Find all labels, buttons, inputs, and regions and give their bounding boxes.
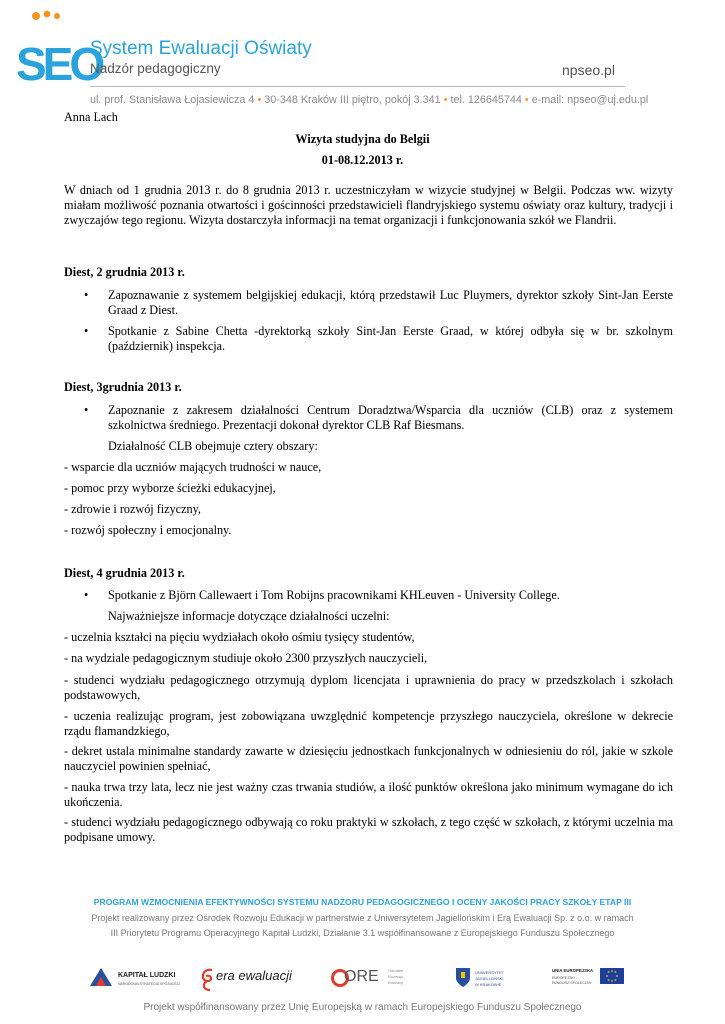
era-ewaluacji-logo — [198, 962, 298, 996]
day3-line: - uczenia realizując program, jest zobowiązana uwzględnić kompetencje przyszłego nauczyciela, określone w dekrecie rządu flamandzkiego, — [64, 709, 673, 738]
day3-line: - studenci wydziału pedagogicznego odbywają co roku praktyki w szkołach, z tego część w szkołach, z którymi uczelnia ma podpisane umowy. — [64, 815, 673, 844]
site-link[interactable]: npseo.pl — [562, 62, 615, 78]
header-divider — [90, 86, 625, 87]
footer-program: PROGRAM WZMOCNIENIA EFEKTYWNOŚCI SYSTEMU NADZORU PEDAGOGICZNEGO I OCENY JAKOŚCI PRACY SZKOŁY ETAP III — [93, 897, 632, 907]
day2-line: - pomoc przy wyborze ścieżki edukacyjnej, — [64, 481, 276, 495]
day3-subheading: Najważniejsze informacje dotyczące działalności uczelni: — [108, 609, 390, 623]
day2-heading: Diest, 3grudnia 2013 r. — [64, 380, 182, 394]
ue-subtext: EUROPEJSKI FUNDUSZ SPOŁECZNY — [552, 976, 592, 985]
address-city: 30-348 Kraków III piętro, pokój 3.341 — [264, 94, 441, 106]
bullet-dot: • — [84, 403, 89, 417]
brand-subtitle: Nadzór pedagogiczny — [90, 61, 221, 76]
ore-logo — [330, 962, 410, 996]
day3-line: - nauka trwa trzy lata, lecz nie jest ważny czas trwania studiów, a ilość punktów określona jako minimum wymagane do ich ukończenia. — [64, 780, 673, 809]
address-email[interactable]: e-mail: npseo@uj.edu.pl — [531, 94, 649, 106]
day3-bullet — [84, 588, 673, 603]
uj-crest-icon — [455, 966, 471, 988]
header-address — [90, 94, 648, 106]
footer-project: Projekt realizowany przez Ośrodek Rozwoju Edukacji w partnerstwie z Uniwersytetem Jagiellońskim i Erą Ewaluacji Sp. z o.o. w ramach — [91, 913, 634, 923]
kapital-ludzki-text: KAPITAŁ LUDZKI — [118, 972, 176, 979]
address-phone: tel. 126645744 — [450, 94, 522, 106]
kapital-ludzki-logo — [88, 962, 181, 996]
day2-subheading: Działalność CLB obejmuje cztery obszary: — [108, 439, 318, 453]
bullet-text: Zapoznanie z zakresem działalności Centrum Doradztwa/Wsparcia dla uczniów (CLB) oraz z systemem szkolnictwa średniego. Prezentacji dokonał dyrektor CLB Raf Biesmans. — [108, 403, 673, 432]
era-ewaluacji-text: era ewaluacji — [216, 968, 292, 983]
bullet-text: Spotkanie z Björn Callewaert i Tom Robijns pracownikami KHLeuven - University College. — [108, 588, 560, 602]
ue-text: UNIA EUROPEJSKA — [552, 968, 594, 973]
era-swirl-icon — [198, 966, 216, 992]
day3-line: - uczelnia kształci na pięciu wydziałach około ośmiu tysięcy studentów, — [64, 630, 415, 644]
ore-subtext: Ośrodek Rozwoju Edukacji — [388, 968, 404, 985]
day2-line: - wsparcie dla uczniów mających trudności w nauce, — [64, 460, 322, 474]
footer-priority: III Priorytetu Programu Operacyjnego Kapitał Ludzki, Działanie 3.1 współfinansowane z Europejskiego Funduszu Społecznego — [110, 928, 615, 938]
bullet-dot: • — [84, 588, 89, 602]
address-street: ul. prof. Stanisława Łojasiewicza 4 — [90, 94, 255, 106]
document-title: Wizyta studyjna do Belgii — [295, 132, 430, 146]
bullet-text: Spotkanie z Sabine Chetta -dyrektorką szkoły Sint-Jan Eerste Graad, w której odbyła się w br. szkolnym (październik) inspekcja. — [108, 324, 673, 353]
footer-cofinanced: Projekt współfinansowany przez Unię Europejską w ramach Europejskiego Funduszu Społecznego — [143, 1002, 582, 1013]
day2-line: - zdrowie i rozwój fizyczny, — [64, 502, 201, 516]
separator-dot: • — [443, 94, 448, 106]
day3-line: - na wydziale pedagogicznym studiuje około 2300 przyszłych nauczycieli, — [64, 651, 428, 665]
day3-heading: Diest, 4 grudnia 2013 r. — [64, 566, 185, 580]
day2-bullet — [84, 403, 673, 433]
ue-logo — [552, 962, 632, 996]
eu-flag-icon — [600, 968, 624, 984]
uj-text: UNIWERSYTET JAGIELLOŃSKI W KRAKOWIE — [475, 970, 505, 987]
uj-logo — [455, 962, 525, 996]
intro-paragraph: W dniach od 1 grudnia 2013 r. do 8 grudnia 2013 r. uczestniczyłam w wizycie studyjnej w Belgii. Podczas ww. wizyty miałam możliwość poznania otwartości i gościnności przedstawicieli flandryjskiego systemu oświaty oraz kultury, tradycji i zwyczajów tego regionu. Wizyta dostarczyła informacji na temat organizacji i funkcjonowania szkół we Flandrii. — [64, 183, 673, 227]
ore-text: ORE — [344, 968, 379, 985]
day2-line: - rozwój społeczny i emocjonalny. — [64, 523, 232, 537]
bullet-dot: • — [84, 288, 89, 302]
day3-line: - studenci wydziału pedagogicznego otrzymują dyplom licencjata i uprawnienia do pracy w przedszkolach i szkołach podstawowych, — [64, 673, 673, 702]
day1-bullet — [84, 288, 673, 318]
logo-text: SEO — [16, 38, 102, 90]
document-dates: 01-08.12.2013 r. — [321, 153, 404, 167]
day1-heading: Diest, 2 grudnia 2013 r. — [64, 265, 185, 279]
brand-title: System Ewaluacji Oświaty — [90, 38, 312, 59]
separator-dot: • — [524, 94, 529, 106]
author: Anna Lach — [64, 110, 118, 124]
kapital-ludzki-subtext: NARODOWA STRATEGIA SPÓJNOŚCI — [118, 982, 181, 986]
separator-dot: • — [257, 94, 262, 106]
bullet-text: Zapoznawanie z systemem belgijskiej edukacji, którą przedstawił Luc Pluymers, dyrektor szkoły Sint-Jan Eerste Graad z Diest. — [108, 288, 673, 317]
day1-bullet — [84, 324, 673, 354]
day3-line: - dekret ustala minimalne standardy zawarte w dziesięciu jednostkach funkcjonalnych w odniesieniu do ról, jakie w szkole nauczyciel powinien spełniać, — [64, 744, 673, 773]
bullet-dot: • — [84, 324, 89, 338]
seo-logo — [14, 10, 102, 90]
kapital-ludzki-icon — [88, 966, 114, 988]
